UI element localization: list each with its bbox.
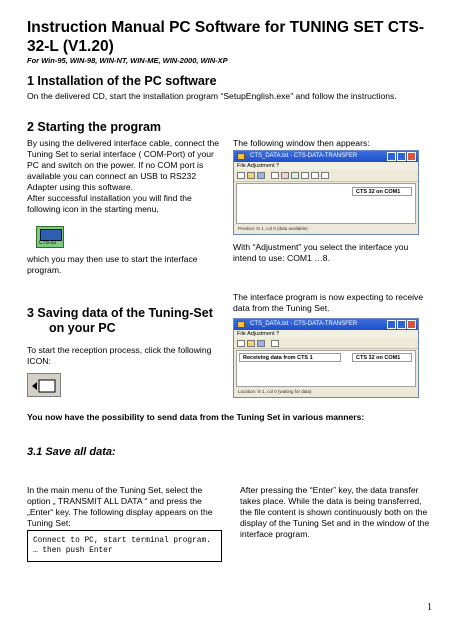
window-statusbar: Location: ln 1, col 0 (waiting for data) [238,389,312,394]
section-3-text: To start the reception process, click the following ICON: [27,345,212,366]
section-1-heading: 1 Installation of the PC software [27,74,217,88]
new-file-icon [237,340,245,347]
section-2-right-text-1: The following window then appears: [233,138,370,148]
open-folder-icon [247,340,255,347]
connection-status-panel: CTS 32 on COM1 [352,187,412,196]
page-number: 1 [427,602,432,613]
window-titlebar [234,151,418,162]
close-icon [407,320,416,329]
window-client-area [236,350,416,387]
receive-icon [271,172,279,179]
receiving-window-screenshot [233,318,419,398]
cts32-program-icon [36,226,64,248]
program-window-screenshot [233,150,419,235]
maximize-icon [397,320,406,329]
supported-os: For Win-95, WIN-98, WIN-NT, WIN-ME, WIN-2000, WIN-XP [27,56,228,65]
receiving-status-panel: Receiving data from CTS 1 [239,353,341,362]
cts32-icon-label: CTS-32 [39,240,57,246]
send-icon [281,172,289,179]
section-2-right-text-2: With “Adjustment” you select the interface you intend to use: COM1 …8. [233,242,409,263]
new-file-icon [237,172,245,179]
close-icon [407,152,416,161]
window-toolbar [234,338,418,349]
display-line-1: Connect to PC, start terminal program. [33,537,211,545]
receive-data-icon [27,373,61,397]
tuning-set-display [27,530,222,562]
stop-icon [301,172,309,179]
transfer-icon [291,172,299,179]
window-client-area [236,183,416,224]
save-icon [257,340,265,347]
window-menubar: File Adjustment ? [234,330,418,338]
window-titlebar [234,319,418,330]
open-folder-icon [247,172,255,179]
section-3-right-text: The interface program is now expecting to receive data from the Tuning Set. [233,292,424,313]
section-2-para-3: which you may then use to start the interface program. [27,254,198,275]
document-title: Instruction Manual PC Software for TUNING SET CTS-32-L (V1.20) [27,19,424,55]
window-title: CTS_DATA.txt - CTS-DATA-TRANSFER [250,153,358,159]
window-title: CTS_DATA.txt - CTS-DATA-TRANSFER [250,321,358,327]
section-3-1-left-text: In the main menu of the Tuning Set, select the option „ TRANSMIT ALL DATA “ and press the „Enter“ key. The following display appears on the Tuning Set: [27,485,213,528]
section-2-heading: 2 Starting the program [27,120,162,134]
section-2-para-2: After successful installation you will find the following icon in the starting menu, [27,193,192,214]
section-3-heading-line-1: 3 Saving data of the Tuning-Set [27,306,213,320]
window-statusbar: Position: ln 1, col 0 (data available) [238,226,308,231]
print-icon [311,172,319,179]
window-toolbar [234,170,418,182]
minimize-icon [387,152,396,161]
section-2-para-1: By using the delivered interface cable, connect the Tuning Set to serial interface ( COM-Port) of your PC and switch on the power. If no COM port is available you can connect an USB to RS232 Adapter using this software. [27,138,220,192]
help-icon [321,172,329,179]
section-3-1-heading: 3.1 Save all data: [27,446,116,458]
connection-status-panel: CTS 32 on COM1 [352,353,412,362]
window-menubar: File Adjustment ? [234,162,418,170]
app-icon [237,153,245,160]
save-icon [257,172,265,179]
maximize-icon [397,152,406,161]
receive-icon [271,340,279,347]
section-3-1-right-text: After pressing the “Enter” key, the data transfer takes place. While the data is being transferred, the file content is shown continuously both on the display of the Tuning Set and in the window of the interface program. [240,485,430,539]
app-icon [237,321,245,328]
display-line-2: … then push Enter [33,547,113,555]
section-3-heading [27,306,227,336]
section-1-text: On the delivered CD, start the installation program “SetupEnglish.exe” and follow the instructions. [27,91,397,101]
minimize-icon [387,320,396,329]
send-methods-intro: You now have the possibility to send data from the Tuning Set in various manners: [27,412,365,422]
section-3-heading-line-2: on your PC [49,321,116,335]
